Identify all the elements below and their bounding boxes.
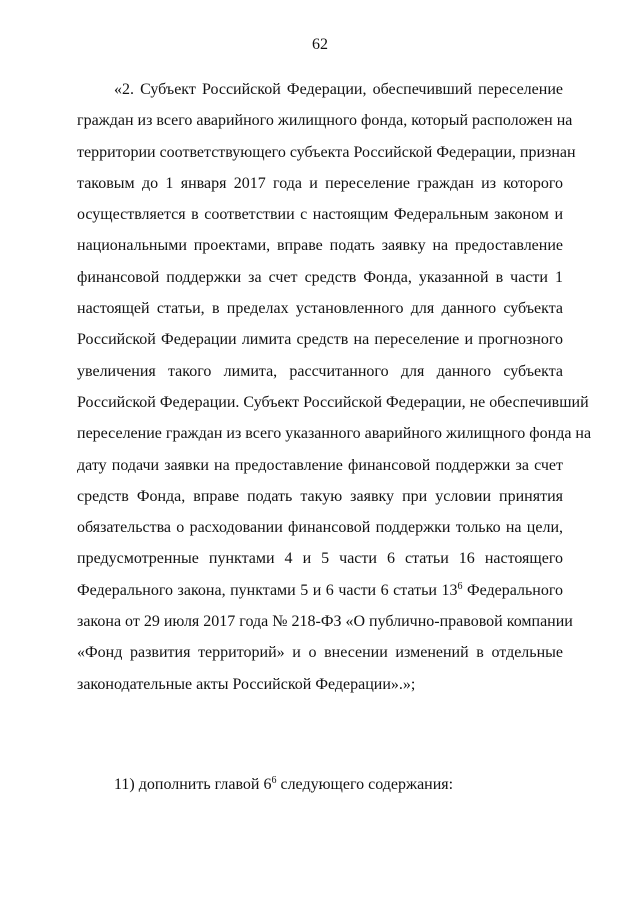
text-line: [77, 575, 563, 606]
text-line: финансовой поддержки за счет средств Фонда, указанной в части 1: [77, 268, 563, 286]
text-line: территории соответствующего субъекта Российской Федерации, признан: [77, 143, 576, 161]
text-line: осуществляется в соответствии с настоящим Федеральным законом и: [77, 206, 563, 224]
item-11: [114, 769, 453, 800]
text-line: увеличения такого лимита, рассчитанного для данного субъекта: [77, 362, 563, 380]
text-line: переселение граждан из всего указанного аварийного жилищного фонда на: [77, 425, 592, 443]
text-line: предусмотренные пунктами 4 и 5 части 6 статьи 16 настоящего: [77, 550, 563, 568]
text-line: законодательные акты Российской Федерации».»;: [77, 675, 416, 693]
superscript: 6: [271, 775, 277, 786]
text-line: национальными проектами, вправе подать заявку на предоставление: [77, 237, 563, 255]
text-line: «2. Субъект Российской Федерации, обеспечивший переселение: [114, 81, 563, 98]
text-segment: следующего содержания:: [276, 776, 454, 793]
text-line: граждан из всего аварийного жилищного фонда, который расположен на: [77, 112, 573, 130]
text-line: дату подачи заявки на предоставление финансовой поддержки за счет: [77, 456, 563, 474]
text-segment: 11) дополнить главой 6: [114, 776, 272, 793]
superscript: 6: [457, 580, 463, 592]
text-line: Российской Федерации. Субъект Российской Федерации, не обеспечивший: [77, 393, 589, 411]
page-number: 62: [312, 36, 328, 53]
text-line: закона от 29 июля 2017 года № 218-ФЗ «О публично-правовой компании: [77, 613, 573, 631]
text-line: таковым до 1 января 2017 года и переселение граждан из которого: [77, 174, 563, 192]
text-line: «Фонд развития территорий» и о внесении изменений в отдельные: [77, 644, 563, 662]
text-segment: Федерального закона, пунктами 5 и 6 части 6 статьи 13: [77, 581, 458, 599]
paragraph-2: [77, 74, 592, 700]
text-line: обязательства о расходовании финансовой поддержки только на цели,: [77, 519, 563, 537]
text-line: настоящей статьи, в пределах установленного для данного субъекта: [77, 300, 563, 318]
text-line: Российской Федерации лимита средств на переселение и прогнозного: [77, 331, 563, 349]
text-line: средств Фонда, вправе подать такую заявку при условии принятия: [77, 487, 563, 505]
text-segment: Федерального: [462, 581, 563, 599]
